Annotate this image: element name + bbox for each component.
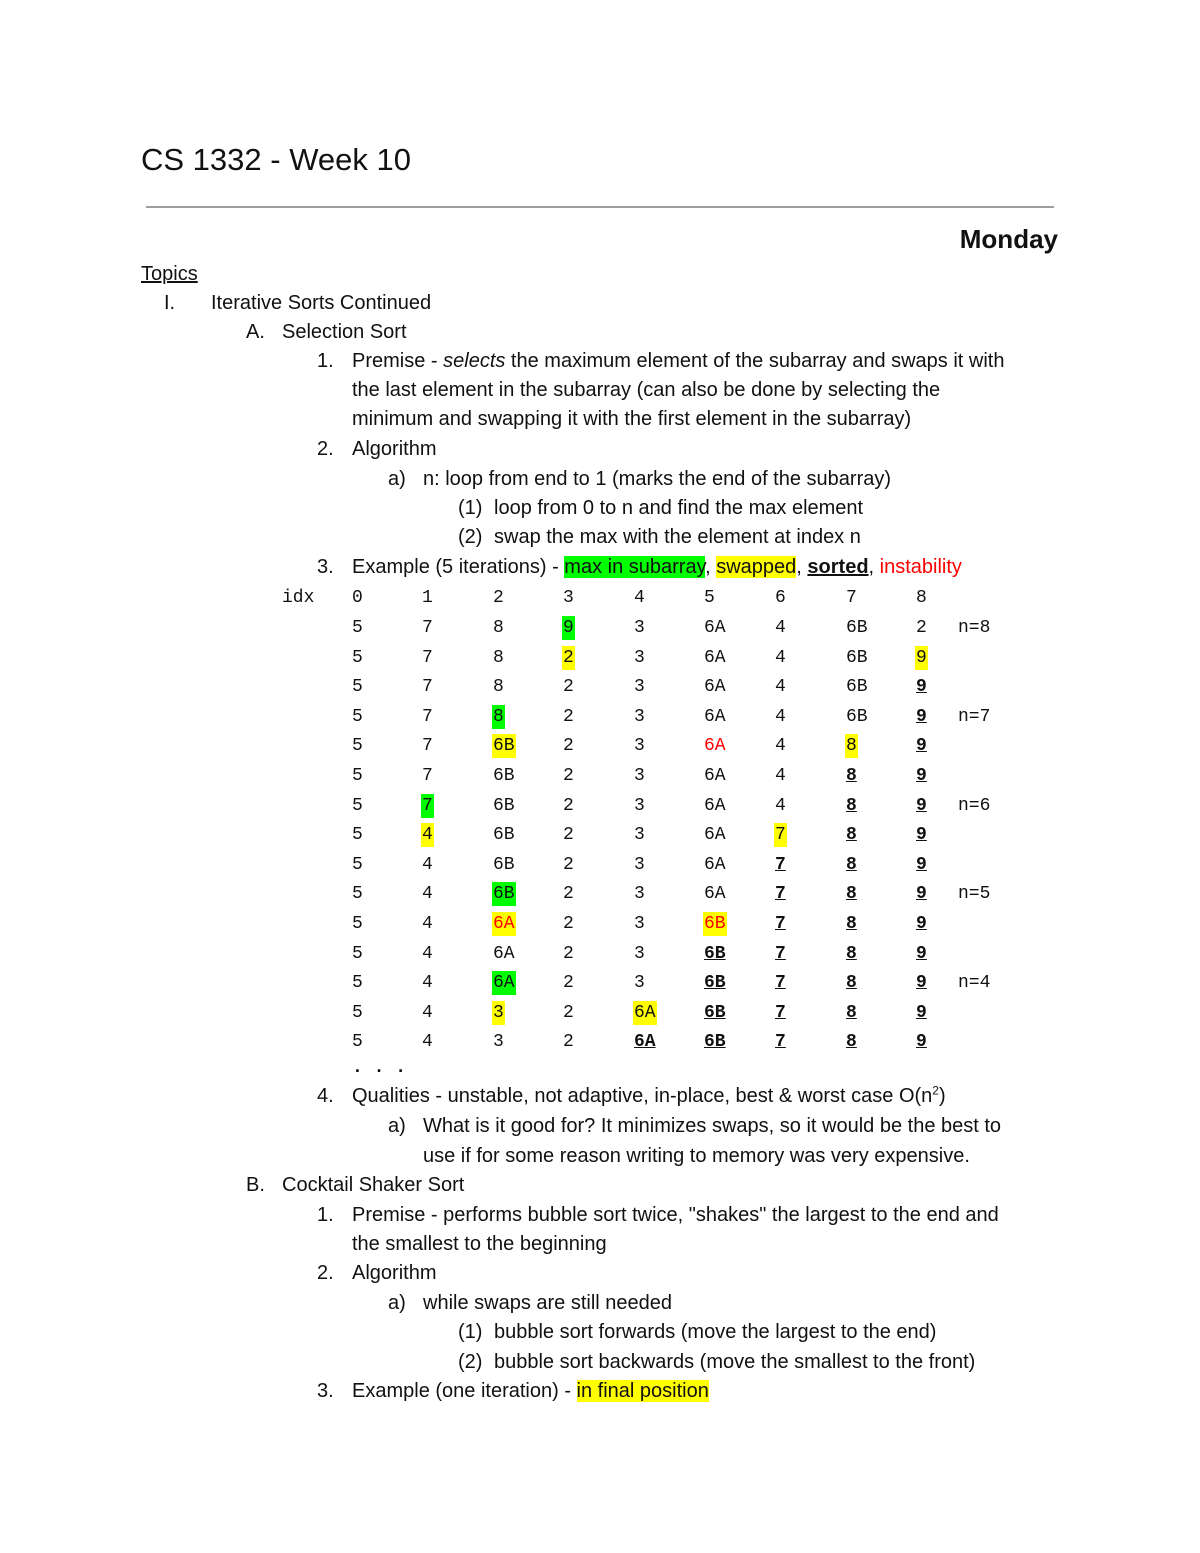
table-cell: 3 (634, 884, 645, 904)
table-cell: 7 (775, 914, 786, 934)
table-cell: 7 (775, 825, 786, 845)
outline-item-A1-line3: minimum and swapping it with the first element in the subarray) (352, 408, 912, 430)
table-cell: 8 (846, 944, 857, 964)
outline-item-A4 (352, 1082, 946, 1111)
outline-marker-A2a: a) (388, 468, 406, 490)
table-cell: 5 (352, 884, 363, 904)
legend-comma: , (705, 556, 711, 578)
outline-marker-A4a: a) (388, 1115, 406, 1137)
table-cell: 5 (352, 736, 363, 756)
table-cell: 5 (352, 855, 363, 875)
table-cell: 5 (352, 1032, 363, 1052)
table-cell: 3 (634, 944, 645, 964)
table-cell: 4 (422, 914, 433, 934)
outline-item-A4a-line1: What is it good for? It minimizes swaps, so it would be the best to (423, 1115, 1002, 1137)
outline-marker-B3: 3. (317, 1380, 334, 1402)
table-cell: 6B (846, 677, 868, 697)
outline-item-B1-line1: Premise - performs bubble sort twice, "shakes" the largest to the end and (352, 1204, 999, 1226)
table-cell: 6A (704, 796, 726, 816)
table-cell: 9 (916, 1003, 927, 1023)
table-header-cell: 3 (563, 588, 574, 608)
table-cell: 4 (422, 855, 433, 875)
table-cell: 7 (775, 1003, 786, 1023)
outline-item-B: Cocktail Shaker Sort (282, 1174, 465, 1196)
table-cell: 4 (775, 648, 786, 668)
table-cell: 6A (493, 973, 515, 993)
table-cell: 6A (634, 1003, 656, 1023)
table-cell: 4 (422, 1032, 433, 1052)
table-cell: 9 (916, 796, 927, 816)
table-cell: 6A (704, 618, 726, 638)
table-cell: 6A (704, 855, 726, 875)
table-cell: 2 (563, 648, 574, 668)
premise-rest: the maximum element of the subarray and swaps it with (505, 350, 1005, 372)
table-cell: 6A (634, 1032, 656, 1052)
outline-item-A2: Algorithm (352, 438, 437, 460)
table-cell: 6A (704, 884, 726, 904)
table-cell: 8 (846, 884, 857, 904)
table-cell: 3 (634, 677, 645, 697)
table-cell: 6B (846, 707, 868, 727)
table-cell: 4 (422, 973, 433, 993)
table-cell: 7 (775, 855, 786, 875)
table-cell: 2 (563, 677, 574, 697)
outline-item-A: Selection Sort (282, 321, 407, 343)
qualities-close: ) (938, 1085, 946, 1107)
outline-marker-I: I. (164, 292, 176, 314)
table-cell: 8 (846, 825, 857, 845)
table-cell: 2 (563, 707, 574, 727)
table-cell: 5 (352, 914, 363, 934)
table-cell: 8 (846, 1003, 857, 1023)
table-cell: 3 (634, 855, 645, 875)
table-cell: 7 (775, 1032, 786, 1052)
table-cell: 9 (916, 914, 927, 934)
table-iteration-label: n=4 (958, 973, 991, 993)
table-cell: 7 (422, 677, 433, 697)
table-cell: 6B (493, 766, 515, 786)
table-ellipsis: . . . (352, 1058, 407, 1078)
table-cell: 5 (352, 825, 363, 845)
outline-item-B2a1: bubble sort forwards (move the largest to the end) (494, 1321, 937, 1343)
table-cell: 3 (634, 914, 645, 934)
outline-item-B2a2: bubble sort backwards (move the smallest to the front) (494, 1351, 976, 1373)
table-header-cell: 1 (422, 588, 433, 608)
table-cell: 6B (704, 1032, 726, 1052)
table-cell: 3 (634, 618, 645, 638)
outline-marker-A4: 4. (317, 1085, 334, 1107)
table-cell: 6A (493, 914, 515, 934)
table-cell: 6B (704, 1003, 726, 1023)
outline-marker-A3: 3. (317, 556, 334, 578)
table-cell: 2 (563, 736, 574, 756)
table-cell: 5 (352, 677, 363, 697)
table-cell: 8 (846, 914, 857, 934)
table-cell: 6B (493, 796, 515, 816)
outline-item-B2: Algorithm (352, 1262, 437, 1284)
outline-item-A1-line2: the last element in the subarray (can also be done by selecting the (352, 379, 941, 401)
table-cell: 2 (916, 618, 927, 638)
table-cell: 4 (422, 944, 433, 964)
qualities-exponent: 2 (932, 1083, 939, 1098)
table-cell: 5 (352, 973, 363, 993)
table-cell: 3 (634, 736, 645, 756)
table-cell: 6A (704, 766, 726, 786)
table-cell: 6B (846, 618, 868, 638)
table-header-cell: 5 (704, 588, 715, 608)
table-cell: 6A (493, 944, 515, 964)
outline-marker-A2a1: (1) (458, 497, 483, 519)
table-header-cell: 6 (775, 588, 786, 608)
table-cell: 4 (775, 707, 786, 727)
outline-item-A2a1: loop from 0 to n and find the max element (494, 497, 864, 519)
table-header-cell: 0 (352, 588, 363, 608)
table-cell: 4 (422, 884, 433, 904)
table-header-cell: 8 (916, 588, 927, 608)
outline-marker-A2: 2. (317, 438, 334, 460)
table-cell: 9 (916, 1032, 927, 1052)
table-cell: 9 (916, 855, 927, 875)
table-iteration-label: n=7 (958, 707, 991, 727)
table-cell: 2 (563, 1003, 574, 1023)
table-cell: 6B (704, 944, 726, 964)
example-legend (352, 553, 962, 582)
legend-swapped: swapped (716, 556, 797, 578)
table-cell: 7 (775, 973, 786, 993)
table-cell: 3 (634, 648, 645, 668)
table-cell: 6A (704, 736, 726, 756)
table-cell: 5 (352, 796, 363, 816)
table-cell: 2 (563, 796, 574, 816)
outline-marker-B: B. (246, 1174, 265, 1196)
table-cell: 2 (563, 944, 574, 964)
table-cell: 8 (846, 796, 857, 816)
table-cell: 4 (775, 677, 786, 697)
table-cell: 6B (493, 736, 515, 756)
outline-marker-B1: 1. (317, 1204, 334, 1226)
table-cell: 3 (493, 1032, 504, 1052)
table-cell: 6A (704, 707, 726, 727)
outline-item-B3 (352, 1377, 709, 1406)
table-iteration-label: n=8 (958, 618, 991, 638)
example-one-iteration-prefix: Example (one iteration) - (352, 1380, 577, 1402)
table-cell: 9 (916, 884, 927, 904)
table-cell: 2 (563, 884, 574, 904)
legend-sorted: sorted (807, 556, 869, 578)
table-cell: 8 (846, 1032, 857, 1052)
table-cell: 8 (493, 618, 504, 638)
table-cell: 2 (563, 973, 574, 993)
topics-heading: Topics (141, 263, 198, 285)
table-cell: 7 (775, 944, 786, 964)
day-heading: Monday (959, 224, 1058, 254)
qualities-text: Qualities - unstable, not adaptive, in-place, best & worst case O(n (352, 1085, 933, 1107)
table-cell: 5 (352, 707, 363, 727)
outline-marker-B2a2: (2) (458, 1351, 483, 1373)
legend-max-in-subarray: max in subarray (564, 556, 706, 578)
outline-marker-B2a: a) (388, 1292, 406, 1314)
table-cell: 9 (563, 618, 574, 638)
table-cell: 5 (352, 618, 363, 638)
table-cell: 5 (352, 766, 363, 786)
table-iteration-label: n=6 (958, 796, 991, 816)
table-cell: 5 (352, 1003, 363, 1023)
legend-in-final-position: in final position (576, 1380, 709, 1402)
legend-comma: , (868, 556, 875, 578)
outline-item-B1-line2: the smallest to the beginning (352, 1233, 607, 1255)
outline-item-A2a2: swap the max with the element at index n (494, 526, 861, 548)
outline-item-I: Iterative Sorts Continued (211, 292, 432, 314)
table-cell: 9 (916, 973, 927, 993)
table-cell: 9 (916, 707, 927, 727)
table-cell: 8 (846, 855, 857, 875)
table-cell: 9 (916, 766, 927, 786)
table-cell: 8 (846, 973, 857, 993)
table-cell: 7 (422, 618, 433, 638)
outline-marker-B2a1: (1) (458, 1321, 483, 1343)
table-cell: 6B (493, 884, 515, 904)
table-cell: 5 (352, 648, 363, 668)
table-cell: 8 (493, 707, 504, 727)
table-cell: 3 (493, 1003, 504, 1023)
table-cell: 8 (846, 766, 857, 786)
table-cell: 2 (563, 855, 574, 875)
table-cell: 9 (916, 825, 927, 845)
outline-marker-A2a2: (2) (458, 526, 483, 548)
outline-item-A1-line1 (352, 347, 1005, 376)
table-cell: 6B (704, 914, 726, 934)
table-cell: 4 (775, 736, 786, 756)
table-cell: 3 (634, 766, 645, 786)
outline-marker-B2: 2. (317, 1262, 334, 1284)
table-cell: 9 (916, 944, 927, 964)
table-cell: 3 (634, 707, 645, 727)
table-cell: 7 (422, 736, 433, 756)
legend-instability: instability (879, 556, 962, 578)
table-cell: 2 (563, 914, 574, 934)
table-cell: 8 (493, 648, 504, 668)
outline-item-B2a: while swaps are still needed (423, 1292, 673, 1314)
table-cell: 6B (493, 855, 515, 875)
outline-item-A2a: n: loop from end to 1 (marks the end of the subarray) (423, 468, 892, 490)
table-cell: 6A (704, 677, 726, 697)
premise-prefix: Premise - (352, 350, 444, 372)
table-cell: 5 (352, 944, 363, 964)
table-cell: 3 (634, 973, 645, 993)
table-cell: 9 (916, 648, 927, 668)
table-cell: 2 (563, 1032, 574, 1052)
table-cell: 6B (493, 825, 515, 845)
table-header-cell: 7 (846, 588, 857, 608)
table-header-cell: 4 (634, 588, 645, 608)
table-cell: 4 (422, 825, 433, 845)
table-cell: 9 (916, 736, 927, 756)
table-header-cell: 2 (493, 588, 504, 608)
table-cell: 4 (775, 766, 786, 786)
outline-item-A4a-line2: use if for some reason writing to memory was very expensive. (423, 1145, 970, 1167)
outline-marker-A: A. (246, 321, 265, 343)
table-cell: 9 (916, 677, 927, 697)
table-cell: 3 (634, 825, 645, 845)
premise-emphasis: selects (443, 350, 506, 372)
table-iteration-label: n=5 (958, 884, 991, 904)
table-cell: 4 (422, 1003, 433, 1023)
table-cell: 2 (563, 766, 574, 786)
table-cell: 3 (634, 796, 645, 816)
title-divider (146, 206, 1054, 208)
table-cell: 7 (422, 648, 433, 668)
table-cell: 8 (493, 677, 504, 697)
table-cell: 4 (775, 796, 786, 816)
legend-comma: , (796, 556, 802, 578)
table-cell: 7 (422, 766, 433, 786)
document-title: CS 1332 - Week 10 (141, 142, 411, 177)
table-cell: 2 (563, 825, 574, 845)
example-prefix: Example (5 iterations) - (352, 556, 565, 578)
table-cell: 6A (704, 825, 726, 845)
table-cell: 6B (704, 973, 726, 993)
idx-label: idx (282, 588, 315, 608)
table-cell: 6B (846, 648, 868, 668)
table-cell: 4 (775, 618, 786, 638)
table-cell: 8 (846, 736, 857, 756)
table-cell: 7 (422, 796, 433, 816)
table-cell: 7 (422, 707, 433, 727)
table-cell: 6A (704, 648, 726, 668)
outline-marker-A1: 1. (317, 350, 334, 372)
table-cell: 7 (775, 884, 786, 904)
